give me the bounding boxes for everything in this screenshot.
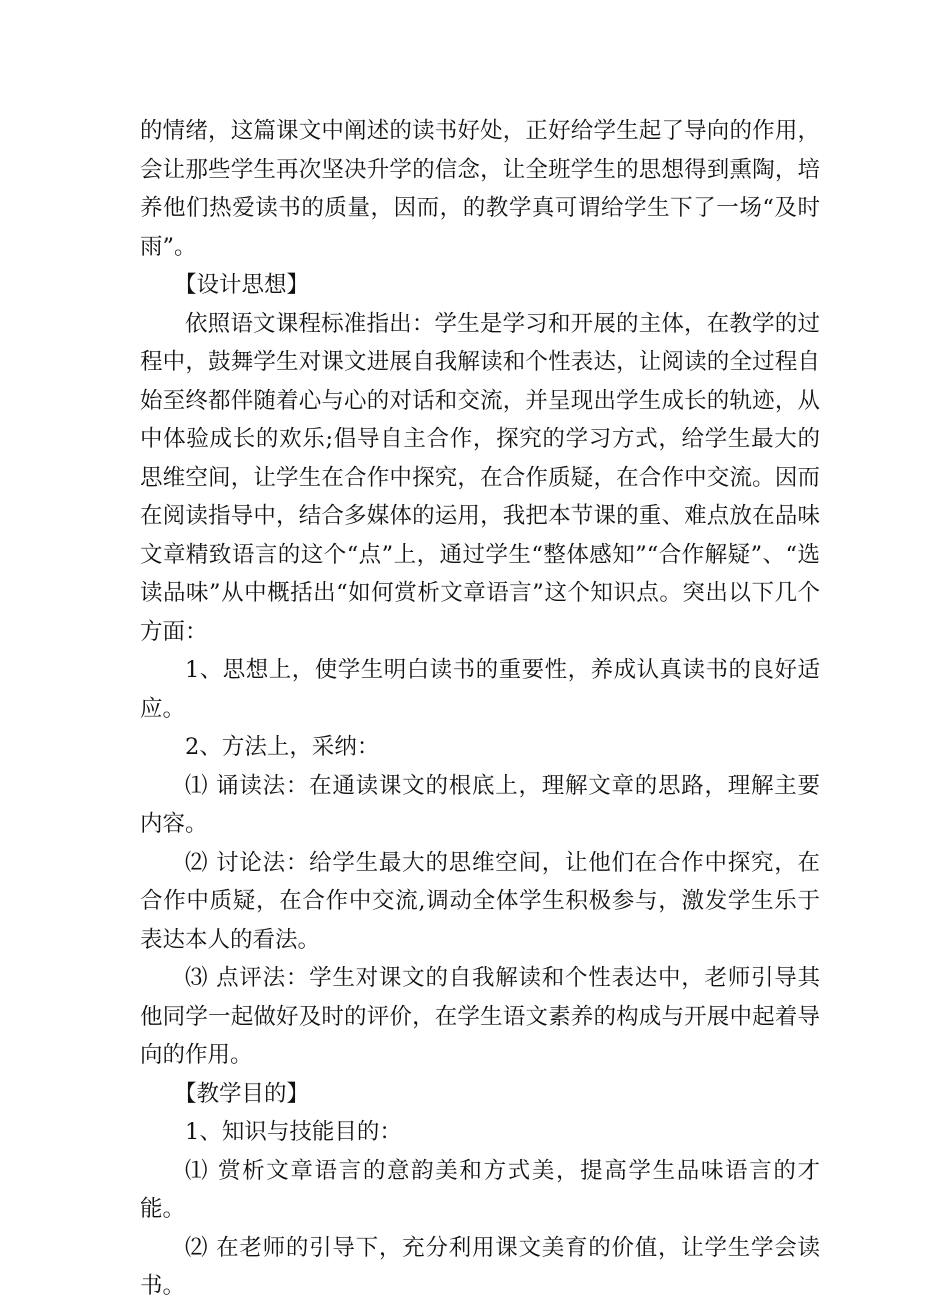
goal-item-1: 1、知识与技能目的： <box>185 1119 402 1145</box>
goal-item-1-2: ⑵ 在老师的引导下，充分利用课文美育的价值，让学生学会读书。 <box>140 1234 820 1299</box>
list-item-1: 1、思想上，使学生明白读书的重要性，养成认真读书的良好适应。 <box>140 657 820 722</box>
list-item-2-3: ⑶ 点评法：学生对课文的自我解读和个性表达中，老师引导其他同学一起做好及时的评价，在学生语文素养的构成与开展中起着导向的作用。 <box>140 965 820 1068</box>
goal-heading: 【教学目的】 <box>174 1080 310 1107</box>
list-item-2-2: ⑵ 讨论法：给学生最大的思维空间，让他们在合作中探究，在合作中质疑，在合作中交流,调动全体学生积极参与，激发学生乐于表达本人的看法。 <box>140 849 820 953</box>
design-heading: 【设计思想】 <box>174 272 310 298</box>
design-paragraph: 依照语文课程标准指出：学生是学习和开展的主体，在教学的过程中，鼓舞学生对课文进展自我解读和个性表达，让阅读的全过程自始至终都伴随着心与心的对话和交流，并呈现出学生成长的轨迹，从中体验成长的欢乐;倡导自主合作，探究的学习方式，给学生最大的思维空间，让学生在合作中探究，在合作质疑，在合作中交流。因而在阅读指导中，结合多媒体的运用，我把本节课的重、难点放在品味文章精致语言的这个“点”上，通过学生“整体感知”“合作解疑”、“选读品味”从中概括出“如何赏析文章语言”这个知识点。突出以下几个方面： <box>140 310 820 645</box>
goal-item-1-1: ⑴ 赏析文章语言的意韵美和方式美，提高学生品味语言的才能。 <box>140 1157 820 1222</box>
intro-paragraph: 的情绪，这篇课文中阐述的读书好处，正好给学生起了导向的作用，会让那些学生再次坚决升学的信念，让全班学生的思想得到熏陶，培养他们热爱读书的质量，因而，的教学真可谓给学生下了一场“及时雨”。 <box>140 118 820 260</box>
list-item-2: 2、方法上，采纳： <box>185 734 380 760</box>
list-item-2-1: ⑴ 诵读法：在通读课文的根底上，理解文章的思路，理解主要内容。 <box>140 772 820 837</box>
document-body <box>140 112 820 1306</box>
